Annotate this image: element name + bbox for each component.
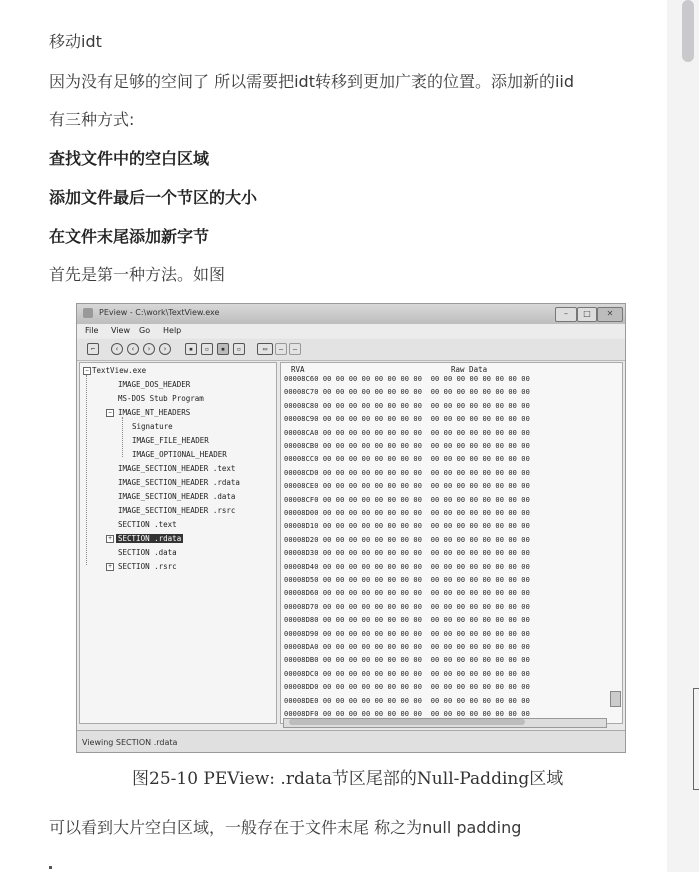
status-text: Viewing SECTION .rdata — [82, 738, 178, 747]
tree-node-selected: SECTION .rdata — [118, 534, 182, 543]
tree-node: IMAGE_SECTION_HEADER .rsrc — [118, 506, 236, 515]
maximize-icon: □ — [577, 307, 597, 322]
hex-view — [280, 362, 623, 724]
paragraph-reason: 因为没有足够的空间了 所以需要把idt转移到更加广袤的位置。添加新的iid — [49, 72, 575, 91]
peview-screenshot — [76, 303, 626, 753]
hex-row: 00008CF0 00 00 00 00 00 00 00 00 00 00 00 00 00 00 00 00 — [284, 495, 530, 504]
open-icon: ⌐ — [87, 343, 99, 355]
hex-row: 00008D10 00 00 00 00 00 00 00 00 00 00 00 00 00 00 00 00 — [284, 522, 530, 531]
hex-row: 00008DB0 00 00 00 00 00 00 00 00 00 00 00 00 00 00 00 00 — [284, 656, 530, 665]
expand-icon: + — [106, 535, 114, 543]
view-both-icon: – — [289, 343, 301, 355]
hex-row: 00008D70 00 00 00 00 00 00 00 00 00 00 00 00 00 00 00 00 — [284, 602, 530, 611]
tree-node: IMAGE_SECTION_HEADER .text — [118, 464, 236, 473]
tree-node: MS-DOS Stub Program — [118, 394, 204, 403]
nav-first-icon: ‹ — [111, 343, 123, 355]
collapse-icon: − — [106, 409, 114, 417]
hex-row: 00008C90 00 00 00 00 00 00 00 00 00 00 00 00 00 00 00 00 — [284, 415, 530, 424]
tree-node: IMAGE_FILE_HEADER — [132, 436, 209, 445]
status-bar — [77, 730, 625, 753]
tree-node: SECTION .text — [118, 520, 177, 529]
scroll-thumb — [610, 691, 621, 707]
tree-node: IMAGE_SECTION_HEADER .rdata — [118, 478, 240, 487]
paragraph-first-method: 首先是第一种方法。如图 — [49, 265, 226, 284]
hex-row: 00008C80 00 00 00 00 00 00 00 00 00 00 00 00 00 00 00 00 — [284, 401, 530, 410]
hex-row: 00008DA0 00 00 00 00 00 00 00 00 00 00 00 00 00 00 00 00 — [284, 643, 530, 651]
view-dword-icon: ▪ — [217, 343, 229, 355]
close-icon: ✕ — [597, 307, 623, 322]
nav-last-icon: › — [159, 343, 171, 355]
page-scroll-thumb[interactable] — [682, 0, 694, 62]
menu-go: Go — [139, 326, 151, 335]
window-title: PEview - C:\work\TextView.exe — [99, 308, 220, 317]
tree-node: IMAGE_SECTION_HEADER .data — [118, 492, 236, 501]
view-byte-icon: ▪ — [185, 343, 197, 355]
window-titlebar — [77, 304, 625, 324]
view-text-icon: – — [275, 343, 287, 355]
hex-row: 00008D30 00 00 00 00 00 00 00 00 00 00 00 00 00 00 00 00 — [284, 549, 530, 558]
hex-row: 00008D20 00 00 00 00 00 00 00 00 00 00 00 00 00 00 00 00 — [284, 535, 530, 544]
heading-append-bytes: 在文件末尾添加新字节 — [49, 227, 210, 246]
tree-node: IMAGE_DOS_HEADER — [118, 380, 191, 389]
paragraph-three-ways: 有三种方式: — [49, 110, 135, 129]
hex-row: 00008D00 00 00 00 00 00 00 00 00 00 00 00 00 00 00 00 00 — [284, 509, 530, 517]
menu-view: View — [111, 326, 130, 335]
hex-row: 00008DF0 00 00 00 00 00 00 00 00 00 00 00 00 00 00 00 00 — [284, 710, 530, 718]
hex-row: 00008CE0 00 00 00 00 00 00 00 00 00 00 00 00 00 00 00 00 — [284, 482, 530, 491]
menu-help: Help — [163, 326, 182, 335]
list-bullet — [49, 866, 52, 869]
hex-row: 00008D80 00 00 00 00 00 00 00 00 00 00 00 00 00 00 00 00 — [284, 616, 530, 625]
view-word-icon: ▫ — [201, 343, 213, 355]
side-bracket — [693, 688, 699, 790]
figure-caption: 图25-10 PEView: .rdata节区尾部的Null-Padding区域 — [132, 769, 564, 789]
scroll-thumb — [289, 719, 525, 725]
expand-icon: + — [106, 563, 114, 571]
hex-row: 00008DC0 00 00 00 00 00 00 00 00 00 00 00 00 00 00 00 00 — [284, 669, 530, 678]
column-raw-data: Raw Data — [451, 365, 488, 374]
column-rva: RVA — [291, 365, 305, 374]
hex-row: 00008C70 00 00 00 00 00 00 00 00 00 00 00 00 00 00 00 00 — [284, 388, 530, 397]
heading-find-blank: 查找文件中的空白区域 — [49, 149, 210, 168]
nav-forward-icon: › — [143, 343, 155, 355]
hex-row: 00008CA0 00 00 00 00 00 00 00 00 00 00 00 00 00 00 00 00 — [284, 428, 530, 437]
app-icon — [83, 308, 93, 318]
view-hex-icon: ▭ — [257, 343, 273, 355]
menu-file: File — [85, 326, 99, 335]
hex-row: 00008D50 00 00 00 00 00 00 00 00 00 00 00 00 00 00 00 00 — [284, 576, 530, 584]
tree-node: Signature — [132, 422, 173, 431]
hex-row: 00008CD0 00 00 00 00 00 00 00 00 00 00 00 00 00 00 00 00 — [284, 468, 530, 477]
hex-row: 00008D90 00 00 00 00 00 00 00 00 00 00 00 00 00 00 00 00 — [284, 629, 530, 638]
minimize-icon: – — [555, 307, 577, 322]
tree-node: SECTION .data — [118, 548, 177, 557]
collapse-icon: − — [83, 367, 91, 375]
hex-row: 00008CB0 00 00 00 00 00 00 00 00 00 00 00 00 00 00 00 00 — [284, 442, 530, 450]
view-qword-icon: ▫ — [233, 343, 245, 355]
paragraph-move-idt: 移动idt — [49, 32, 102, 51]
toolbar — [77, 339, 625, 361]
heading-extend-last-section: 添加文件最后一个节区的大小 — [49, 188, 258, 207]
paragraph-null-padding: 可以看到大片空白区域，一般存在于文件末尾 称之为null padding — [49, 818, 522, 837]
hex-row: 00008CC0 00 00 00 00 00 00 00 00 00 00 00 00 00 00 00 00 — [284, 455, 530, 464]
hex-row: 00008DD0 00 00 00 00 00 00 00 00 00 00 00 00 00 00 00 00 — [284, 683, 530, 692]
section-tree — [79, 362, 277, 724]
hex-row: 00008DE0 00 00 00 00 00 00 00 00 00 00 00 00 00 00 00 00 — [284, 696, 530, 705]
tree-node: IMAGE_OPTIONAL_HEADER — [132, 450, 227, 459]
hex-row: 00008D40 00 00 00 00 00 00 00 00 00 00 00 00 00 00 00 00 — [284, 562, 530, 571]
tree-node: TextView.exe — [92, 366, 147, 375]
hex-row: 00008C60 00 00 00 00 00 00 00 00 00 00 00 00 00 00 00 00 — [284, 375, 530, 383]
nav-back-icon: ‹ — [127, 343, 139, 355]
hex-row: 00008D60 00 00 00 00 00 00 00 00 00 00 00 00 00 00 00 00 — [284, 589, 530, 598]
tree-node: IMAGE_NT_HEADERS — [118, 408, 191, 417]
tree-node: SECTION .rsrc — [118, 562, 177, 571]
menubar — [77, 324, 625, 338]
